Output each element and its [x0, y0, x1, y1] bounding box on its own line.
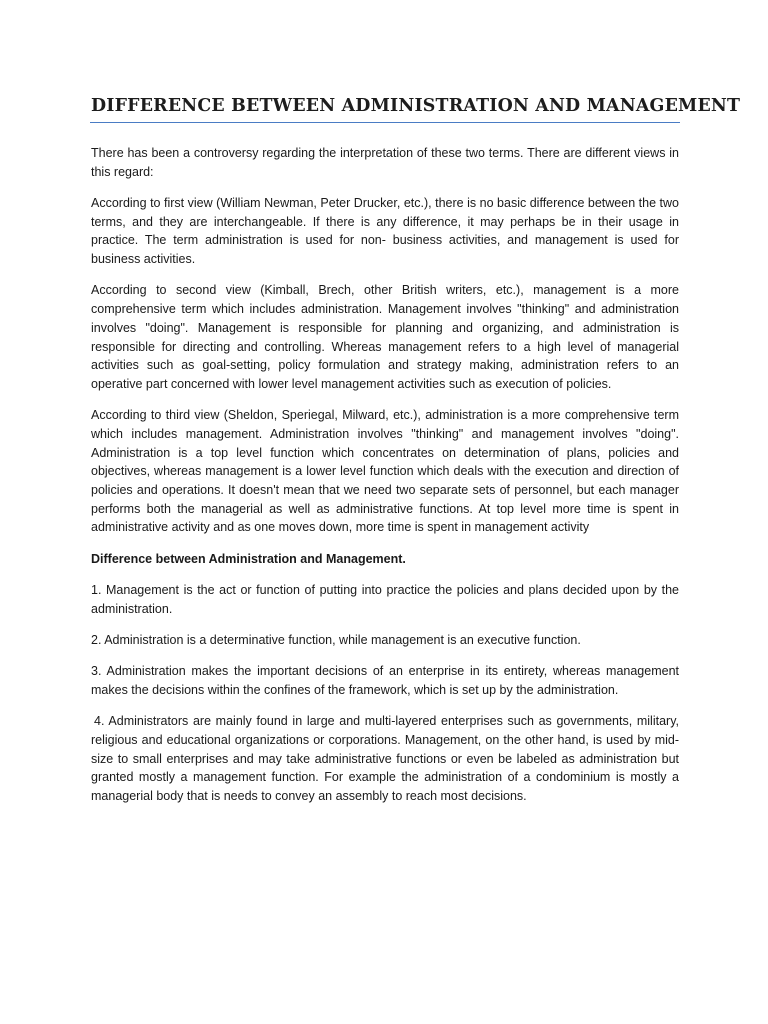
- title-underline: [90, 122, 680, 123]
- second-view-paragraph: According to second view (Kimball, Brech, other British writers, etc.), management is a more comprehensive term which includes administration. Management involves "thinking" and administration involves "doing". Management is responsible for planning and organizing, and administration is responsible for directing and controlling. Whereas management refers to a high level of managerial activities such as goal-setting, policy formulation and strategy making, administration refers to an operative part concerned with lower level management activities such as execution of policies.: [91, 283, 679, 391]
- point-1: 1. Management is the act or function of putting into practice the policies and plans decided upon by the administration.: [91, 583, 679, 616]
- intro-paragraph: There has been a controversy regarding the interpretation of these two terms. There are different views in this regard:: [91, 146, 679, 179]
- point-3: 3. Administration makes the important decisions of an enterprise in its entirety, whereas management makes the decisions within the confines of the framework, which is set up by the administration.: [91, 664, 679, 698]
- point-4: 4. Administrators are mainly found in large and multi-layered enterprises such as governments, military, religious and educational organizations or corporations. Management, on the other hand, is used by mid-size to small enterprises and may take administrative functions or even be labeled as administration but granted mostly a management function. For example the administration of a condominium is mostly a managerial body that is needs to convey an assembly to reach most decisions.: [91, 714, 679, 804]
- document-title: DIFFERENCE BETWEEN ADMINISTRATION AND MANAGEMENT: [91, 96, 741, 116]
- third-view-paragraph: According to third view (Sheldon, Speriegal, Milward, etc.), administration is a more comprehensive term which includes management. Administration involves "thinking" and management involves "doing". Administration is a top level function which concentrates on determination of plans, policies and objectives, whereas management is a lower level function which deals with the execution and direction of policies and operations. It doesn't mean that we need two separate sets of personnel, but each manager performs both the managerial as well as administrative functions. At top level more time is spent in administrative activity and as one moves down, more time is spent in management activity: [91, 408, 679, 535]
- point-2: 2. Administration is a determinative function, while management is an executive function.: [91, 633, 581, 648]
- document-body: [91, 144, 679, 818]
- first-view-paragraph: According to first view (William Newman, Peter Drucker, etc.), there is no basic difference between the two terms, and they are interchangeable. If there is any difference, it may perhaps be in their usage in practice. The term administration is used for non- business activities, and management is used for business activities.: [91, 196, 679, 267]
- section-heading: Difference between Administration and Management.: [91, 551, 406, 566]
